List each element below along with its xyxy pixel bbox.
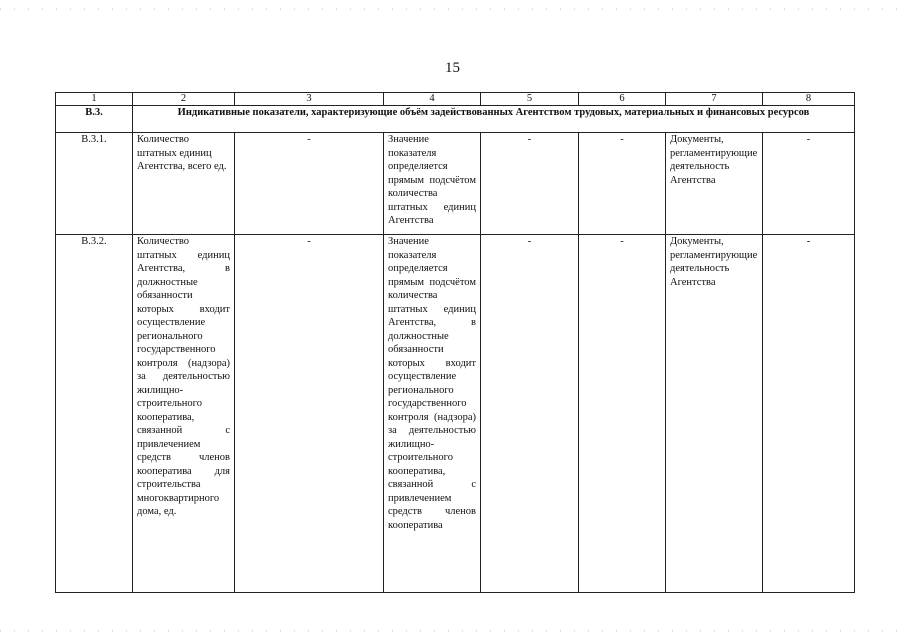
calculation-method: Значение показателя определяется прямым подсчётом количества штатных единиц Агентства, в должностные обязанности которых входит осуществление регионального государственного контроля (надзора) за деятельностью жилищно-строительного кооператива, связанной с привлечением средств членов кооператива (384, 235, 481, 593)
column-number: 3 (235, 93, 384, 106)
column-number-row (56, 93, 855, 106)
section-title: Индикативные показатели, характеризующие объём задействованных Агентством трудовых, материальных и финансовых ресурсов (133, 106, 855, 133)
column-number: 4 (384, 93, 481, 106)
page-number: 15 (445, 60, 460, 76)
data-source: Документы, регламентирующие деятельность Агентства (666, 133, 763, 235)
column-number: 6 (579, 93, 666, 106)
data-source: Документы, регламентирующие деятельность Агентства (666, 235, 763, 593)
indicator-name: Количество штатных единиц Агентства, всего ед. (133, 133, 235, 235)
table-row (56, 235, 855, 593)
cell-value: - (481, 235, 579, 593)
scan-artifact-top (0, 8, 905, 10)
cell-value: - (481, 133, 579, 235)
cell-value: - (579, 235, 666, 593)
cell-value: - (579, 133, 666, 235)
scan-artifact-bottom (0, 630, 905, 632)
column-number: 5 (481, 93, 579, 106)
column-number: 8 (763, 93, 855, 106)
indicator-table (55, 92, 855, 593)
column-number: 7 (666, 93, 763, 106)
cell-value: - (235, 235, 384, 593)
cell-value: - (235, 133, 384, 235)
indicator-code: В.3.2. (56, 235, 133, 593)
column-number: 2 (133, 93, 235, 106)
indicator-name: Количество штатных единиц Агентства, в должностные обязанности которых входит осуществление регионального государственного контроля (надзора) за деятельностью жилищно-строительного кооператива, связанной с привлечением средств членов кооператива для строительства многоквартирного дома, ед. (133, 235, 235, 593)
section-row (56, 106, 855, 133)
column-number: 1 (56, 93, 133, 106)
table-row (56, 133, 855, 235)
cell-value: - (763, 235, 855, 593)
indicator-code: В.3.1. (56, 133, 133, 235)
calculation-method: Значение показателя определяется прямым подсчётом количества штатных единиц Агентства (384, 133, 481, 235)
section-code: В.3. (56, 106, 133, 133)
cell-value: - (763, 133, 855, 235)
